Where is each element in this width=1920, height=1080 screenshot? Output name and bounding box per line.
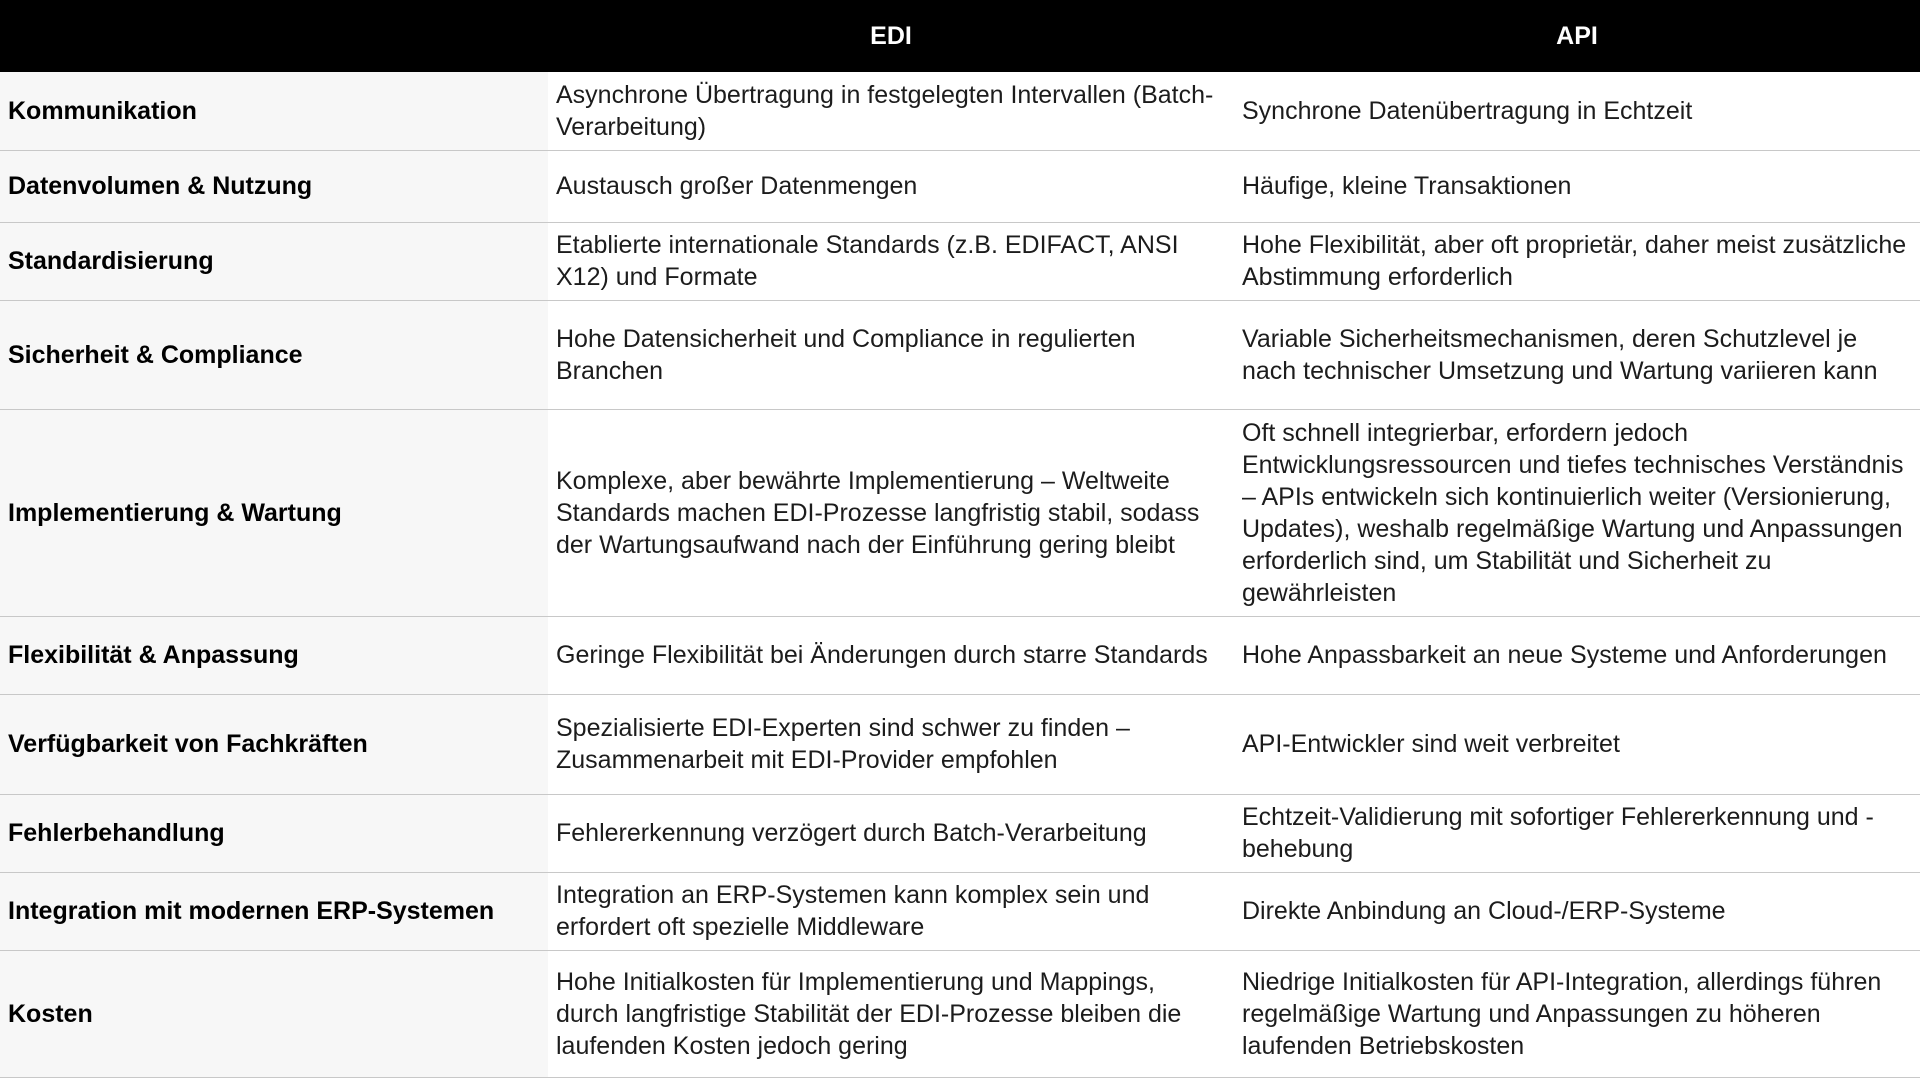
- api-cell: Hohe Flexibilität, aber oft proprietär, daher meist zusätzliche Abstimmung erforderlich: [1234, 222, 1920, 300]
- table-row: [0, 694, 1920, 794]
- table-row: [0, 222, 1920, 300]
- edi-cell: Spezialisierte EDI-Experten sind schwer zu finden – Zusammenarbeit mit EDI-Provider empfohlen: [548, 694, 1234, 794]
- row-label: Fehlerbehandlung: [0, 794, 548, 872]
- table-row: [0, 872, 1920, 950]
- edi-cell: Integration an ERP-Systemen kann komplex sein und erfordert oft spezielle Middleware: [548, 872, 1234, 950]
- api-cell: Oft schnell integrierbar, erfordern jedoch Entwicklungsressourcen und tiefes technisches Verständnis – APIs entwickeln sich kontinuierlich weiter (Versionierung, Updates), weshalb regelmäßige Wartung und Anpassungen erforderlich sind, um Stabilität und Sicherheit zu gewährleisten: [1234, 409, 1920, 616]
- row-label: Flexibilität & Anpassung: [0, 616, 548, 694]
- table-row: [0, 950, 1920, 1077]
- header-empty-cell: [0, 0, 548, 72]
- row-label: Verfügbarkeit von Fachkräften: [0, 694, 548, 794]
- header-row: [0, 0, 1920, 72]
- table-row: [0, 616, 1920, 694]
- row-label: Integration mit modernen ERP-Systemen: [0, 872, 548, 950]
- edi-cell: Fehlererkennung verzögert durch Batch-Verarbeitung: [548, 794, 1234, 872]
- api-cell: Echtzeit-Validierung mit sofortiger Fehlererkennung und -behebung: [1234, 794, 1920, 872]
- table-row: [0, 150, 1920, 222]
- row-label: Kosten: [0, 950, 548, 1077]
- edi-cell: Hohe Datensicherheit und Compliance in regulierten Branchen: [548, 300, 1234, 409]
- edi-cell: Asynchrone Übertragung in festgelegten Intervallen (Batch-Verarbeitung): [548, 72, 1234, 150]
- edi-cell: Etablierte internationale Standards (z.B. EDIFACT, ANSI X12) und Formate: [548, 222, 1234, 300]
- row-label: Implementierung & Wartung: [0, 409, 548, 616]
- header-api: API: [1556, 21, 1598, 50]
- table-row: [0, 409, 1920, 616]
- api-cell: Häufige, kleine Transaktionen: [1234, 150, 1920, 222]
- table-row: [0, 72, 1920, 150]
- edi-cell: Komplexe, aber bewährte Implementierung – Weltweite Standards machen EDI-Prozesse langfristig stabil, sodass der Wartungsaufwand nach der Einführung gering bleibt: [548, 409, 1234, 616]
- api-cell: Hohe Anpassbarkeit an neue Systeme und Anforderungen: [1234, 616, 1920, 694]
- api-cell: Synchrone Datenübertragung in Echtzeit: [1234, 72, 1920, 150]
- api-cell: Variable Sicherheitsmechanismen, deren Schutzlevel je nach technischer Umsetzung und Wartung variieren kann: [1234, 300, 1920, 409]
- api-cell: API-Entwickler sind weit verbreitet: [1234, 694, 1920, 794]
- row-label: Datenvolumen & Nutzung: [0, 150, 548, 222]
- api-cell: Direkte Anbindung an Cloud-/ERP-Systeme: [1234, 872, 1920, 950]
- edi-cell: Geringe Flexibilität bei Änderungen durch starre Standards: [548, 616, 1234, 694]
- edi-cell: Hohe Initialkosten für Implementierung und Mappings, durch langfristige Stabilität der EDI-Prozesse bleiben die laufenden Kosten jedoch gering: [548, 950, 1234, 1077]
- header-edi: EDI: [870, 21, 912, 50]
- row-label: Standardisierung: [0, 222, 548, 300]
- edi-cell: Austausch großer Datenmengen: [548, 150, 1234, 222]
- table-row: [0, 794, 1920, 872]
- table-row: [0, 300, 1920, 409]
- row-label: Kommunikation: [0, 72, 548, 150]
- row-label: Sicherheit & Compliance: [0, 300, 548, 409]
- api-cell: Niedrige Initialkosten für API-Integration, allerdings führen regelmäßige Wartung und Anpassungen zu höheren laufenden Betriebskosten: [1234, 950, 1920, 1077]
